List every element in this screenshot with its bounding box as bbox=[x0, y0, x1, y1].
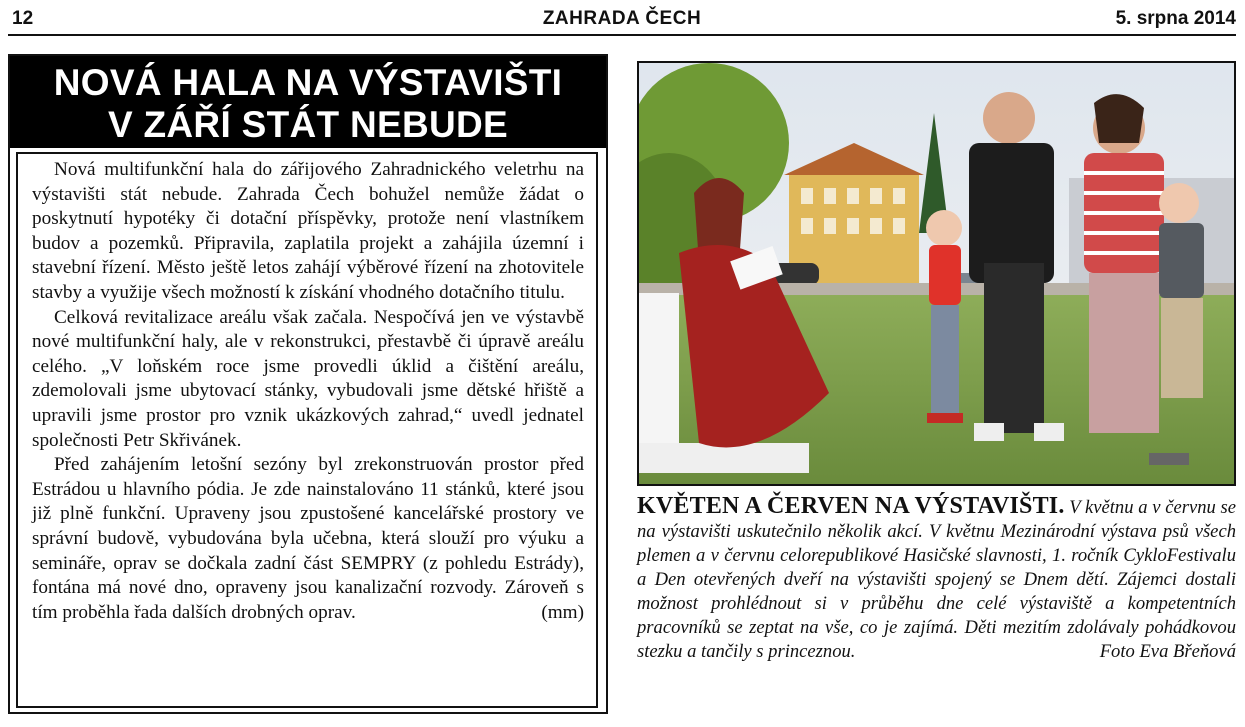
caption-text: V květnu a v červnu se na výstavišti uskutečnilo několik akcí. V květnu Mezinárodní výstava psů všech plemen a v červnu celorepublikové Hasičské slavnosti, 1. ročník CykloFestivalu a Den otevřených dveří na výstavišti spojený se Dnem dětí. Zájemci dostali možnost prohlédnout si v průběhu dne celé výstaviště a kompetentních pracovníků se zeptat na vše, co je zajímá. Děti mezitím zdolávaly pohádkovou stezku a tančily s princeznou. bbox=[637, 497, 1236, 662]
article-paragraph-text: Před zahájením letošní sezóny byl zrekonstruován prostor před Estrádou u hlavního pódia. Je zde nainstalováno 11 stánků, které jsou již plně funkční. Upraveny jsou zpustošené kancelářské prostory ve správní budově, vybudována byla učebna, která slouží pro výuku a semináře, oprav se dočkala zadní část SEMPRY (z pohledu Estrády), fontána má nové dno, opraveny jsou kanalizační rozvody. Zároveň s tím proběhla řada dalších drobných oprav. bbox=[32, 454, 584, 623]
masthead: ZAHRADA ČECH bbox=[542, 8, 702, 29]
headline-line-1: NOVÁ HALA NA VÝSTAVIŠTI bbox=[53, 62, 563, 103]
issue-date: 5. srpna 2014 bbox=[1115, 8, 1236, 29]
page-number: 12 bbox=[12, 8, 34, 29]
article-body bbox=[16, 152, 598, 708]
article-paragraph: Nová multifunkční hala do zářijového Zahradnického veletrhu na výstavišti stát nebude. Zahrada Čech bohužel nemůže žádat o poskytnutí hypotéky či dotační příspěvky, protože není vlastníkem budov a pozemků. Připravila, zaplatila projekt a zahájila územní i stavební řízení. Město ještě letos zahájí výběrové řízení na zhotovitele stavby a využije všech možností k získání vhodného dotačního titulu. bbox=[32, 159, 584, 303]
caption-heading: KVĚTEN A ČERVEN NA VÝSTAVIŠTI. bbox=[637, 493, 1065, 519]
event-photo-icon bbox=[639, 63, 1234, 484]
article-paragraph bbox=[32, 453, 584, 625]
article bbox=[8, 54, 608, 714]
page-header bbox=[8, 6, 1236, 32]
article-headline bbox=[10, 56, 606, 148]
photo-caption bbox=[637, 494, 1236, 664]
article-paragraph: Celková revitalizace areálu však začala. Nespočívá jen ve výstavbě nové multifunkční haly, ale v rekonstrukci, přestavbě či úpravě areálu celého. „V loňském roce jsme provedli úklid a čištění areálu, zdemolovali jsme ubytovací stánky, vybudovali jsme dětské hřiště a upravili jsme prostor pro vznik ukázkových zahrad,“ uvedl jednatel společnosti Petr Skřivánek. bbox=[32, 306, 584, 451]
photo-credit: Foto Eva Břeňová bbox=[1099, 641, 1236, 662]
event-photo bbox=[637, 61, 1236, 486]
author-signature: (mm) bbox=[541, 601, 584, 623]
headline-line-2: V ZÁŘÍ STÁT NEBUDE bbox=[107, 104, 509, 145]
header-rule bbox=[8, 34, 1236, 36]
